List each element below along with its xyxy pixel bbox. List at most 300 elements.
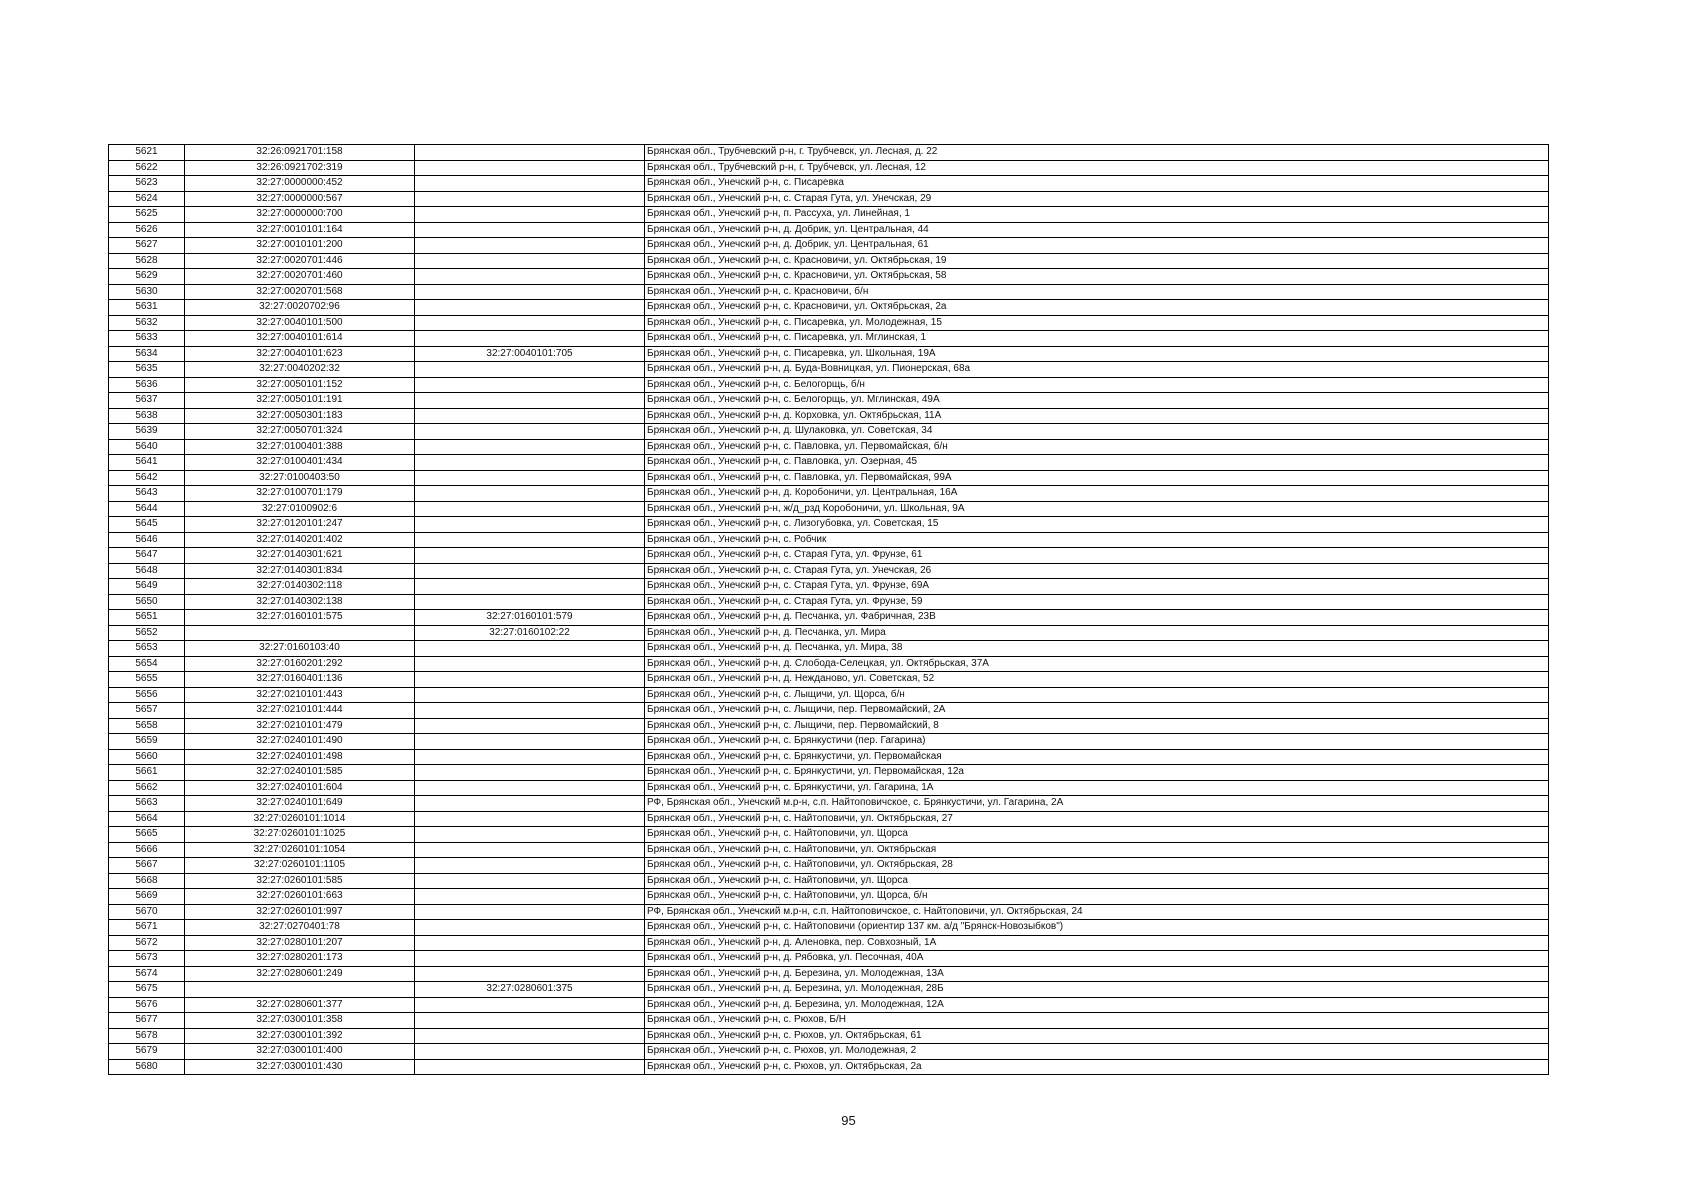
cadastral-number-cell: 32:27:0140301:834 — [185, 563, 415, 579]
address-cell: Брянская обл., Унечский р-н, с. Красновичи, ул. Октябрьская, 19 — [645, 253, 1549, 269]
building-number-cell — [415, 734, 645, 750]
cadastral-number-cell: 32:27:0300101:400 — [185, 1044, 415, 1060]
table-row — [109, 191, 1549, 207]
building-number-cell: 32:27:0280601:375 — [415, 982, 645, 998]
table-row — [109, 703, 1549, 719]
cadastral-number-cell: 32:27:0260101:1105 — [185, 858, 415, 874]
table-row — [109, 889, 1549, 905]
cadastral-number-cell: 32:27:0240101:585 — [185, 765, 415, 781]
address-cell: Брянская обл., Унечский р-н, с. Старая Гута, ул. Фрунзе, 59 — [645, 594, 1549, 610]
cadastral-number-cell: 32:27:0040101:623 — [185, 346, 415, 362]
row-number-cell: 5679 — [109, 1044, 185, 1060]
table-row — [109, 1059, 1549, 1075]
address-cell: Брянская обл., Унечский р-н, с. Лыщичи, ул. Щорса, б/н — [645, 687, 1549, 703]
row-number-cell: 5631 — [109, 300, 185, 316]
table-row — [109, 827, 1549, 843]
address-cell: Брянская обл., Унечский р-н, с. Старая Гута, ул. Унечская, 26 — [645, 563, 1549, 579]
table-row — [109, 920, 1549, 936]
address-cell: Брянская обл., Унечский р-н, с. Писаревка — [645, 176, 1549, 192]
building-number-cell — [415, 145, 645, 161]
building-number-cell — [415, 408, 645, 424]
address-cell: Брянская обл., Унечский р-н, д. Добрик, ул. Центральная, 61 — [645, 238, 1549, 254]
address-cell: Брянская обл., Унечский р-н, с. Брянкустичи, ул. Первомайская — [645, 749, 1549, 765]
building-number-cell — [415, 439, 645, 455]
cadastral-number-cell: 32:27:0280101:207 — [185, 935, 415, 951]
building-number-cell — [415, 765, 645, 781]
table-row — [109, 672, 1549, 688]
row-number-cell: 5665 — [109, 827, 185, 843]
row-number-cell: 5624 — [109, 191, 185, 207]
address-cell: Брянская обл., Унечский р-н, с. Павловка, ул. Первомайская, б/н — [645, 439, 1549, 455]
cadastral-number-cell: 32:27:0240101:498 — [185, 749, 415, 765]
cadastral-number-cell: 32:27:0300101:358 — [185, 1013, 415, 1029]
building-number-cell — [415, 315, 645, 331]
table-row — [109, 734, 1549, 750]
row-number-cell: 5635 — [109, 362, 185, 378]
building-number-cell — [415, 1013, 645, 1029]
table-row — [109, 749, 1549, 765]
building-number-cell — [415, 486, 645, 502]
building-number-cell: 32:27:0040101:705 — [415, 346, 645, 362]
table-row — [109, 532, 1549, 548]
building-number-cell — [415, 1028, 645, 1044]
cadastral-number-cell: 32:27:0040202:32 — [185, 362, 415, 378]
address-cell: Брянская обл., Унечский р-н, с. Найтоповичи, ул. Щорса — [645, 827, 1549, 843]
address-cell: Брянская обл., Унечский р-н, д. Коробоничи, ул. Центральная, 16А — [645, 486, 1549, 502]
building-number-cell — [415, 796, 645, 812]
cadastral-number-cell: 32:27:0050101:152 — [185, 377, 415, 393]
row-number-cell: 5628 — [109, 253, 185, 269]
cadastral-number-cell: 32:27:0260101:1054 — [185, 842, 415, 858]
building-number-cell — [415, 1059, 645, 1075]
cadastral-number-cell: 32:27:0020702:96 — [185, 300, 415, 316]
cadastral-number-cell: 32:27:0100902:6 — [185, 501, 415, 517]
building-number-cell — [415, 548, 645, 564]
address-cell: Брянская обл., Унечский р-н, с. Брянкустичи, ул. Первомайская, 12а — [645, 765, 1549, 781]
table-row — [109, 455, 1549, 471]
page-number: 95 — [841, 1113, 856, 1128]
cadastral-number-cell: 32:27:0240101:490 — [185, 734, 415, 750]
table-row — [109, 362, 1549, 378]
address-cell: Брянская обл., Унечский р-н, с. Писаревка, ул. Школьная, 19А — [645, 346, 1549, 362]
address-cell: Брянская обл., Унечский р-н, с. Рюхов, ул. Октябрьская, 61 — [645, 1028, 1549, 1044]
building-number-cell — [415, 889, 645, 905]
cadastral-number-cell: 32:27:0140302:138 — [185, 594, 415, 610]
cadastral-number-cell: 32:27:0010101:164 — [185, 222, 415, 238]
data-table — [108, 144, 1549, 1075]
table-body — [109, 145, 1549, 1075]
cadastral-number-cell: 32:27:0280601:377 — [185, 997, 415, 1013]
building-number-cell — [415, 703, 645, 719]
address-cell: Брянская обл., Унечский р-н, с. Найтоповичи, ул. Октябрьская, 28 — [645, 858, 1549, 874]
address-cell: Брянская обл., Унечский р-н, д. Песчанка, ул. Мира — [645, 625, 1549, 641]
row-number-cell: 5676 — [109, 997, 185, 1013]
row-number-cell: 5674 — [109, 966, 185, 982]
cadastral-number-cell: 32:27:0000000:452 — [185, 176, 415, 192]
cadastral-number-cell: 32:27:0040101:500 — [185, 315, 415, 331]
address-cell: Брянская обл., Унечский р-н, д. Рябовка, ул. Песочная, 40А — [645, 951, 1549, 967]
building-number-cell — [415, 222, 645, 238]
table-row — [109, 765, 1549, 781]
building-number-cell — [415, 594, 645, 610]
table-row — [109, 1044, 1549, 1060]
address-cell: Брянская обл., Унечский р-н, с. Старая Гута, ул. Унечская, 29 — [645, 191, 1549, 207]
row-number-cell: 5662 — [109, 780, 185, 796]
address-cell: Брянская обл., Унечский р-н, д. Буда-Вовницкая, ул. Пионерская, 68а — [645, 362, 1549, 378]
address-cell: Брянская обл., Унечский р-н, д. Корховка, ул. Октябрьская, 11А — [645, 408, 1549, 424]
building-number-cell: 32:27:0160102:22 — [415, 625, 645, 641]
table-row — [109, 656, 1549, 672]
building-number-cell — [415, 238, 645, 254]
row-number-cell: 5651 — [109, 610, 185, 626]
table-row — [109, 610, 1549, 626]
building-number-cell — [415, 300, 645, 316]
address-cell: Брянская обл., Унечский р-н, с. Красновичи, ул. Октябрьская, 58 — [645, 269, 1549, 285]
address-cell: Брянская обл., Унечский р-н, д. Песчанка, ул. Мира, 38 — [645, 641, 1549, 657]
cadastral-number-cell: 32:27:0300101:430 — [185, 1059, 415, 1075]
address-cell: Брянская обл., Унечский р-н, с. Брянкустичи, ул. Гагарина, 1А — [645, 780, 1549, 796]
cadastral-number-cell: 32:27:0140301:621 — [185, 548, 415, 564]
building-number-cell — [415, 284, 645, 300]
cadastral-number-cell: 32:27:0020701:568 — [185, 284, 415, 300]
row-number-cell: 5655 — [109, 672, 185, 688]
cadastral-number-cell: 32:27:0050701:324 — [185, 424, 415, 440]
row-number-cell: 5680 — [109, 1059, 185, 1075]
building-number-cell — [415, 470, 645, 486]
row-number-cell: 5641 — [109, 455, 185, 471]
table-row — [109, 346, 1549, 362]
row-number-cell: 5654 — [109, 656, 185, 672]
table-row — [109, 579, 1549, 595]
row-number-cell: 5658 — [109, 718, 185, 734]
address-cell: Брянская обл., Унечский р-н, д. Песчанка, ул. Фабричная, 23В — [645, 610, 1549, 626]
row-number-cell: 5627 — [109, 238, 185, 254]
row-number-cell: 5673 — [109, 951, 185, 967]
building-number-cell — [415, 842, 645, 858]
address-cell: Брянская обл., Унечский р-н, с. Рюхов, ул. Молодежная, 2 — [645, 1044, 1549, 1060]
address-cell: Брянская обл., Унечский р-н, ж/д_рзд Коробоничи, ул. Школьная, 9А — [645, 501, 1549, 517]
table-row — [109, 904, 1549, 920]
table-row — [109, 997, 1549, 1013]
row-number-cell: 5621 — [109, 145, 185, 161]
row-number-cell: 5632 — [109, 315, 185, 331]
address-cell: Брянская обл., Унечский р-н, д. Березина, ул. Молодежная, 12А — [645, 997, 1549, 1013]
table-row — [109, 873, 1549, 889]
address-cell: Брянская обл., Унечский р-н, д. Березина, ул. Молодежная, 13А — [645, 966, 1549, 982]
building-number-cell — [415, 191, 645, 207]
row-number-cell: 5678 — [109, 1028, 185, 1044]
row-number-cell: 5652 — [109, 625, 185, 641]
address-cell: Брянская обл., Унечский р-н, с. Белогорщь, б/н — [645, 377, 1549, 393]
row-number-cell: 5666 — [109, 842, 185, 858]
cadastral-number-cell: 32:27:0260101:997 — [185, 904, 415, 920]
cadastral-number-cell: 32:27:0040101:614 — [185, 331, 415, 347]
cadastral-number-cell: 32:27:0260101:1025 — [185, 827, 415, 843]
building-number-cell — [415, 563, 645, 579]
building-number-cell — [415, 904, 645, 920]
cadastral-number-cell: 32:27:0050301:183 — [185, 408, 415, 424]
address-cell: Брянская обл., Унечский р-н, д. Шулаковка, ул. Советская, 34 — [645, 424, 1549, 440]
address-cell: Брянская обл., Унечский р-н, д. Аленовка, пер. Совхозный, 1А — [645, 935, 1549, 951]
cadastral-number-cell: 32:27:0260101:1014 — [185, 811, 415, 827]
cadastral-number-cell: 32:27:0000000:567 — [185, 191, 415, 207]
building-number-cell — [415, 672, 645, 688]
address-cell: Брянская обл., Унечский р-н, д. Березина, ул. Молодежная, 28Б — [645, 982, 1549, 998]
cadastral-number-cell: 32:27:0210101:479 — [185, 718, 415, 734]
cadastral-number-cell: 32:27:0050101:191 — [185, 393, 415, 409]
building-number-cell — [415, 641, 645, 657]
building-number-cell — [415, 935, 645, 951]
building-number-cell — [415, 393, 645, 409]
row-number-cell: 5622 — [109, 160, 185, 176]
building-number-cell — [415, 718, 645, 734]
row-number-cell: 5626 — [109, 222, 185, 238]
row-number-cell: 5667 — [109, 858, 185, 874]
row-number-cell: 5640 — [109, 439, 185, 455]
table-row — [109, 269, 1549, 285]
row-number-cell: 5661 — [109, 765, 185, 781]
building-number-cell — [415, 920, 645, 936]
table-row — [109, 718, 1549, 734]
building-number-cell — [415, 656, 645, 672]
cadastral-number-cell: 32:27:0260101:585 — [185, 873, 415, 889]
building-number-cell — [415, 501, 645, 517]
table-row — [109, 501, 1549, 517]
table-row — [109, 641, 1549, 657]
row-number-cell: 5637 — [109, 393, 185, 409]
table-row — [109, 1013, 1549, 1029]
table-row — [109, 408, 1549, 424]
row-number-cell: 5646 — [109, 532, 185, 548]
cadastral-number-cell: 32:27:0160101:575 — [185, 610, 415, 626]
table-row — [109, 858, 1549, 874]
table-row — [109, 439, 1549, 455]
building-number-cell — [415, 455, 645, 471]
address-cell: Брянская обл., Унечский р-н, с. Красновичи, ул. Октябрьская, 2а — [645, 300, 1549, 316]
table-row — [109, 517, 1549, 533]
row-number-cell: 5675 — [109, 982, 185, 998]
cadastral-number-cell: 32:27:0210101:443 — [185, 687, 415, 703]
building-number-cell: 32:27:0160101:579 — [415, 610, 645, 626]
cadastral-number-cell: 32:27:0010101:200 — [185, 238, 415, 254]
building-number-cell — [415, 517, 645, 533]
address-cell: Брянская обл., Трубчевский р-н, г. Трубчевск, ул. Лесная, д. 22 — [645, 145, 1549, 161]
address-cell: Брянская обл., Унечский р-н, с. Найтоповичи, ул. Щорса, б/н — [645, 889, 1549, 905]
table-row — [109, 951, 1549, 967]
address-cell: Брянская обл., Унечский р-н, с. Писаревка, ул. Молодежная, 15 — [645, 315, 1549, 331]
cadastral-number-cell: 32:27:0160401:136 — [185, 672, 415, 688]
cadastral-number-cell: 32:27:0280601:249 — [185, 966, 415, 982]
address-cell: Брянская обл., Унечский р-н, с. Найтоповичи, ул. Октябрьская — [645, 842, 1549, 858]
row-number-cell: 5670 — [109, 904, 185, 920]
row-number-cell: 5677 — [109, 1013, 185, 1029]
building-number-cell — [415, 331, 645, 347]
row-number-cell: 5653 — [109, 641, 185, 657]
address-cell: Брянская обл., Унечский р-н, с. Брянкустичи (пер. Гагарина) — [645, 734, 1549, 750]
row-number-cell: 5630 — [109, 284, 185, 300]
building-number-cell — [415, 749, 645, 765]
table-row — [109, 284, 1549, 300]
table-row — [109, 966, 1549, 982]
address-cell: Брянская обл., Унечский р-н, с. Найтоповичи, ул. Октябрьская, 27 — [645, 811, 1549, 827]
table-row — [109, 625, 1549, 641]
cadastral-number-cell: 32:27:0100401:434 — [185, 455, 415, 471]
address-cell: Брянская обл., Унечский р-н, с. Красновичи, б/н — [645, 284, 1549, 300]
building-number-cell — [415, 997, 645, 1013]
row-number-cell: 5639 — [109, 424, 185, 440]
cadastral-number-cell: 32:27:0120101:247 — [185, 517, 415, 533]
building-number-cell — [415, 532, 645, 548]
building-number-cell — [415, 858, 645, 874]
address-cell: Брянская обл., Унечский р-н, с. Найтоповичи (ориентир 137 км. а/д "Брянск-Новозыбков") — [645, 920, 1549, 936]
address-cell: Брянская обл., Унечский р-н, с. Рюхов, Б/Н — [645, 1013, 1549, 1029]
building-number-cell — [415, 269, 645, 285]
cadastral-number-cell: 32:27:0210101:444 — [185, 703, 415, 719]
cadastral-number-cell: 32:27:0100401:388 — [185, 439, 415, 455]
table-row — [109, 780, 1549, 796]
building-number-cell — [415, 579, 645, 595]
building-number-cell — [415, 811, 645, 827]
address-cell: Брянская обл., Унечский р-н, с. Белогорщь, ул. Мглинская, 49А — [645, 393, 1549, 409]
row-number-cell: 5638 — [109, 408, 185, 424]
address-cell: Брянская обл., Унечский р-н, с. Робчик — [645, 532, 1549, 548]
table-row — [109, 222, 1549, 238]
building-number-cell — [415, 827, 645, 843]
row-number-cell: 5663 — [109, 796, 185, 812]
row-number-cell: 5644 — [109, 501, 185, 517]
address-cell: Брянская обл., Унечский р-н, с. Лыщичи, пер. Первомайский, 8 — [645, 718, 1549, 734]
building-number-cell — [415, 873, 645, 889]
table-row — [109, 331, 1549, 347]
address-cell: Брянская обл., Унечский р-н, с. Лыщичи, пер. Первомайский, 2А — [645, 703, 1549, 719]
table-row — [109, 563, 1549, 579]
building-number-cell — [415, 377, 645, 393]
cadastral-number-cell: 32:27:0000000:700 — [185, 207, 415, 223]
table-row — [109, 315, 1549, 331]
row-number-cell: 5649 — [109, 579, 185, 595]
address-cell: Брянская обл., Унечский р-н, с. Павловка, ул. Первомайская, 99А — [645, 470, 1549, 486]
row-number-cell: 5657 — [109, 703, 185, 719]
address-cell: РФ, Брянская обл., Унечский м.р-н, с.п. Найтоповичское, с. Найтоповичи, ул. Октябрьская, 24 — [645, 904, 1549, 920]
address-cell: Брянская обл., Унечский р-н, с. Павловка, ул. Озерная, 45 — [645, 455, 1549, 471]
address-cell: Брянская обл., Унечский р-н, д. Нежданово, ул. Советская, 52 — [645, 672, 1549, 688]
cadastral-number-cell: 32:27:0260101:663 — [185, 889, 415, 905]
cadastral-number-cell: 32:27:0300101:392 — [185, 1028, 415, 1044]
building-number-cell — [415, 1044, 645, 1060]
row-number-cell: 5656 — [109, 687, 185, 703]
building-number-cell — [415, 951, 645, 967]
table-row — [109, 1028, 1549, 1044]
address-cell: Брянская обл., Трубчевский р-н, г. Трубчевск, ул. Лесная, 12 — [645, 160, 1549, 176]
address-cell: Брянская обл., Унечский р-н, с. Писаревка, ул. Мглинская, 1 — [645, 331, 1549, 347]
cadastral-number-cell: 32:27:0140302:118 — [185, 579, 415, 595]
row-number-cell: 5625 — [109, 207, 185, 223]
table-row — [109, 982, 1549, 998]
row-number-cell: 5664 — [109, 811, 185, 827]
address-cell: Брянская обл., Унечский р-н, д. Добрик, ул. Центральная, 44 — [645, 222, 1549, 238]
row-number-cell: 5633 — [109, 331, 185, 347]
address-cell: Брянская обл., Унечский р-н, с. Лизогубовка, ул. Советская, 15 — [645, 517, 1549, 533]
table-row — [109, 842, 1549, 858]
cadastral-number-cell: 32:27:0280201:173 — [185, 951, 415, 967]
table-row — [109, 687, 1549, 703]
table-row — [109, 811, 1549, 827]
cadastral-number-cell: 32:27:0020701:446 — [185, 253, 415, 269]
row-number-cell: 5650 — [109, 594, 185, 610]
cadastral-number-cell — [185, 982, 415, 998]
table-row — [109, 238, 1549, 254]
building-number-cell — [415, 253, 645, 269]
row-number-cell: 5623 — [109, 176, 185, 192]
table-row — [109, 424, 1549, 440]
table-row — [109, 486, 1549, 502]
building-number-cell — [415, 966, 645, 982]
building-number-cell — [415, 687, 645, 703]
table-row — [109, 470, 1549, 486]
row-number-cell: 5671 — [109, 920, 185, 936]
row-number-cell: 5669 — [109, 889, 185, 905]
address-cell: Брянская обл., Унечский р-н, с. Старая Гута, ул. Фрунзе, 61 — [645, 548, 1549, 564]
building-number-cell — [415, 362, 645, 378]
address-cell: Брянская обл., Унечский р-н, п. Рассуха, ул. Линейная, 1 — [645, 207, 1549, 223]
cadastral-number-cell: 32:27:0270401:78 — [185, 920, 415, 936]
address-cell: РФ, Брянская обл., Унечский м.р-н, с.п. Найтоповичское, с. Брянкустичи, ул. Гагарина, 2А — [645, 796, 1549, 812]
row-number-cell: 5643 — [109, 486, 185, 502]
address-cell: Брянская обл., Унечский р-н, с. Рюхов, ул. Октябрьская, 2а — [645, 1059, 1549, 1075]
table-row — [109, 935, 1549, 951]
building-number-cell — [415, 160, 645, 176]
table-row — [109, 393, 1549, 409]
row-number-cell: 5659 — [109, 734, 185, 750]
row-number-cell: 5645 — [109, 517, 185, 533]
table-row — [109, 300, 1549, 316]
cadastral-number-cell: 32:26:0921701:158 — [185, 145, 415, 161]
table-row — [109, 253, 1549, 269]
cadastral-number-cell: 32:27:0160103:40 — [185, 641, 415, 657]
building-number-cell — [415, 780, 645, 796]
row-number-cell: 5648 — [109, 563, 185, 579]
cadastral-number-cell: 32:27:0160201:292 — [185, 656, 415, 672]
cadastral-number-cell: 32:27:0240101:604 — [185, 780, 415, 796]
table-row — [109, 548, 1549, 564]
cadastral-number-cell: 32:26:0921702:319 — [185, 160, 415, 176]
cadastral-number-cell: 32:27:0100701:179 — [185, 486, 415, 502]
table-row — [109, 160, 1549, 176]
row-number-cell: 5672 — [109, 935, 185, 951]
address-cell: Брянская обл., Унечский р-н, д. Слобода-Селецкая, ул. Октябрьская, 37А — [645, 656, 1549, 672]
building-number-cell — [415, 176, 645, 192]
table-row — [109, 207, 1549, 223]
address-cell: Брянская обл., Унечский р-н, с. Найтоповичи, ул. Щорса — [645, 873, 1549, 889]
row-number-cell: 5647 — [109, 548, 185, 564]
table-row — [109, 594, 1549, 610]
table-row — [109, 796, 1549, 812]
building-number-cell — [415, 207, 645, 223]
table-row — [109, 377, 1549, 393]
row-number-cell: 5634 — [109, 346, 185, 362]
cadastral-number-cell: 32:27:0100403:50 — [185, 470, 415, 486]
table-row — [109, 145, 1549, 161]
cadastral-number-cell — [185, 625, 415, 641]
cadastral-number-cell: 32:27:0240101:649 — [185, 796, 415, 812]
table-row — [109, 176, 1549, 192]
row-number-cell: 5636 — [109, 377, 185, 393]
address-cell: Брянская обл., Унечский р-н, с. Старая Гута, ул. Фрунзе, 69А — [645, 579, 1549, 595]
row-number-cell: 5642 — [109, 470, 185, 486]
building-number-cell — [415, 424, 645, 440]
cadastral-number-cell: 32:27:0020701:460 — [185, 269, 415, 285]
cadastral-number-cell: 32:27:0140201:402 — [185, 532, 415, 548]
